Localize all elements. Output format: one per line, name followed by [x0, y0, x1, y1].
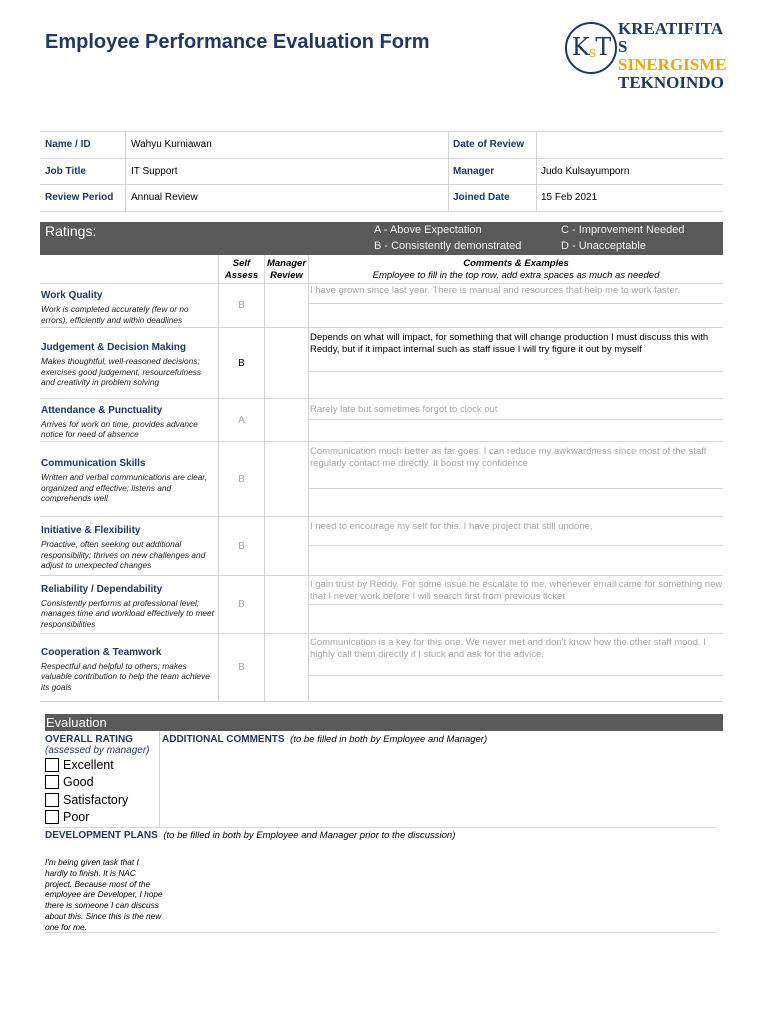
info-row	[40, 185, 723, 212]
manager-review-cell[interactable]	[264, 328, 308, 398]
criteria-name: Reliability / Dependability	[41, 583, 163, 595]
additional-comments[interactable]	[162, 734, 487, 745]
criteria-row	[40, 442, 723, 517]
comment-cell[interactable]: Depends on what will impact, for something that will change production I must discuss this with Reddy, but if it impact internal such as staff issue I will try figure it out by myself	[309, 328, 723, 372]
overall-rating-title: OVERALL RATING	[45, 734, 133, 745]
self-assess-cell[interactable]: B	[218, 634, 264, 701]
manager-review-cell[interactable]	[264, 634, 308, 701]
name-label: Name / ID	[45, 139, 91, 151]
divider	[159, 731, 160, 828]
self-assess-cell[interactable]: B	[218, 328, 264, 398]
checkbox-icon[interactable]	[45, 775, 59, 789]
rating-key-d: D - Unacceptable	[561, 240, 646, 252]
comment-extra-cell[interactable]	[309, 372, 723, 398]
comment-cell[interactable]: Rarely late but sometimes forgot to clock out	[309, 399, 723, 420]
divider	[45, 827, 716, 828]
comment-extra-cell[interactable]	[309, 420, 723, 441]
comment-extra-cell[interactable]	[309, 605, 723, 633]
brand-line-1: KREATIFITAS	[618, 19, 724, 56]
rating-option-good[interactable]	[45, 774, 158, 792]
self-assess-cell[interactable]: B	[218, 576, 264, 633]
option-label: Excellent	[63, 757, 114, 772]
comment-cell[interactable]: Communication is a key for this one. We never met and don't know how the other staff mood. I highly call them directly if I stuck and ask for the advice.	[309, 634, 723, 676]
overall-rating-subtitle: (assessed by manager)	[45, 745, 150, 756]
comment-extra-cell[interactable]	[309, 546, 723, 575]
self-assess-cell[interactable]: A	[218, 399, 264, 441]
rating-key-b: B - Consistently demonstrated	[374, 240, 522, 252]
comment-cell[interactable]: I gain trust by Reddy. For some issue he escalate to me, whenever email came for something new that I never work before I will search first from previous ticket	[309, 576, 723, 605]
overall-rating	[45, 734, 158, 826]
criteria-name: Attendance & Punctuality	[41, 404, 163, 416]
comments-header: Comments & Examples Employee to fill in the top row, add extra spaces as much as needed	[308, 255, 723, 283]
criteria-desc: Respectful and helpful to others; makes valuable contribution to help the team achieve its goals	[41, 660, 210, 692]
criteria-name: Work Quality	[41, 290, 103, 301]
self-assess-cell[interactable]: B	[218, 517, 264, 575]
rating-key-c: C - Improvement Needed	[561, 224, 685, 236]
development-plans-title: DEVELOPMENT PLANS	[45, 830, 158, 841]
manager-review-header: Manager Review	[264, 255, 308, 283]
manager-field[interactable]: Judo Kulsayumporn	[536, 159, 723, 185]
manager-label: Manager	[448, 159, 536, 185]
joined-date-field[interactable]: 15 Feb 2021	[536, 185, 723, 211]
info-row	[40, 132, 723, 159]
self-assess-cell[interactable]: B	[218, 284, 264, 327]
criteria-name: Initiative & Flexibility	[41, 525, 141, 537]
evaluation-header: Evaluation	[45, 714, 723, 731]
employee-info-table	[40, 131, 723, 212]
rating-option-poor[interactable]	[45, 809, 158, 827]
criteria-row	[40, 634, 723, 702]
criteria-row	[40, 284, 723, 328]
self-assess-cell[interactable]: B	[218, 442, 264, 516]
criteria-desc: Consistently performs at professional level; manages time and workload effectively to meet responsibilities	[41, 597, 214, 629]
criteria-desc: Proactive, often seeking out additional responsibility; thrives on new challenges and adjust to unexpected changes	[41, 539, 206, 571]
option-label: Satisfactory	[63, 792, 129, 807]
comment-cell[interactable]: I need to encourage my self for this. I have project that still undone,	[309, 517, 723, 546]
comment-extra-cell[interactable]	[309, 304, 723, 327]
ratings-legend	[40, 222, 723, 255]
development-plans-note: (to be filled in both by Employee and Manager prior to the discussion)	[163, 830, 456, 841]
criteria-name: Cooperation & Teamwork	[41, 646, 162, 658]
development-plans	[45, 830, 455, 841]
company-name	[618, 20, 728, 92]
rating-option-satisfactory[interactable]	[45, 791, 158, 809]
self-assess-header: Self Assess	[218, 255, 264, 283]
manager-review-cell[interactable]	[264, 517, 308, 575]
brand-line-2: SINERGISME	[618, 55, 727, 74]
criteria-name: Communication Skills	[41, 458, 146, 470]
manager-review-cell[interactable]	[264, 576, 308, 633]
criteria-desc: Makes thoughtful, well-reasoned decisions; exercises good judgement, resourcefulness and creativity in problem solving	[41, 356, 202, 388]
review-date-field[interactable]	[536, 132, 723, 158]
criteria-row	[40, 517, 723, 576]
criteria-desc: Arrives for work on time, provides advance notice for need of absence	[41, 418, 198, 439]
criteria-row	[40, 399, 723, 442]
criteria-desc: Work is completed accurately (few or no errors), efficiently and within deadlines	[41, 304, 189, 325]
page-title: Employee Performance Evaluation Form	[45, 31, 430, 53]
manager-review-cell[interactable]	[264, 399, 308, 441]
review-date-label: Date of Review	[448, 132, 536, 158]
criteria-row	[40, 576, 723, 634]
checkbox-icon[interactable]	[45, 758, 59, 772]
option-label: Good	[63, 775, 94, 790]
job-title-field[interactable]: IT Support	[125, 159, 448, 185]
option-label: Poor	[63, 810, 90, 825]
brand-line-3: TEKNOINDO	[618, 73, 724, 92]
development-plans-text[interactable]: I'm being given task that I hardly to finish. It is NAC project. Because most of the employee are Developer, I hope there is someone I can discuss about this. Since this is the new one for me.	[45, 857, 163, 932]
manager-review-cell[interactable]	[264, 442, 308, 516]
review-period-label: Review Period	[45, 192, 114, 204]
comment-extra-cell[interactable]	[309, 676, 723, 701]
additional-comments-note: (to be filled in both by Employee and Manager)	[290, 734, 488, 745]
rating-key-a: A - Above Expectation	[374, 224, 482, 236]
criteria-desc: Written and verbal communications are clear, organized and effective; listens and comprehends well	[41, 472, 208, 504]
name-field[interactable]: Wahyu Kurniawan	[125, 132, 448, 158]
divider	[45, 932, 716, 933]
comment-cell[interactable]: Communication much better as far goes. I can reduce my awkwardness since most of the staff regularly contact me directly. It boost my confidence	[309, 442, 723, 489]
criteria-row	[40, 328, 723, 399]
job-title-label: Job Title	[45, 165, 86, 177]
additional-comments-title: ADDITIONAL COMMENTS	[162, 734, 285, 745]
info-row	[40, 159, 723, 186]
manager-review-cell[interactable]	[264, 284, 308, 327]
ratings-header: Ratings:	[45, 223, 97, 239]
comment-extra-cell[interactable]	[309, 489, 723, 516]
joined-date-label: Joined Date	[448, 185, 536, 211]
criteria-table-header	[40, 255, 723, 284]
comment-cell[interactable]: I have grown since last year. There is manual and resources that help me to work faster.	[309, 284, 723, 304]
criteria-name: Judgement & Decision Making	[41, 342, 187, 354]
company-logo: KST	[565, 22, 617, 74]
criteria-table	[40, 255, 723, 702]
review-period-field[interactable]: Annual Review	[125, 185, 448, 211]
rating-option-excellent[interactable]	[45, 756, 158, 774]
checkbox-icon[interactable]	[45, 793, 59, 807]
checkbox-icon[interactable]	[45, 810, 59, 824]
